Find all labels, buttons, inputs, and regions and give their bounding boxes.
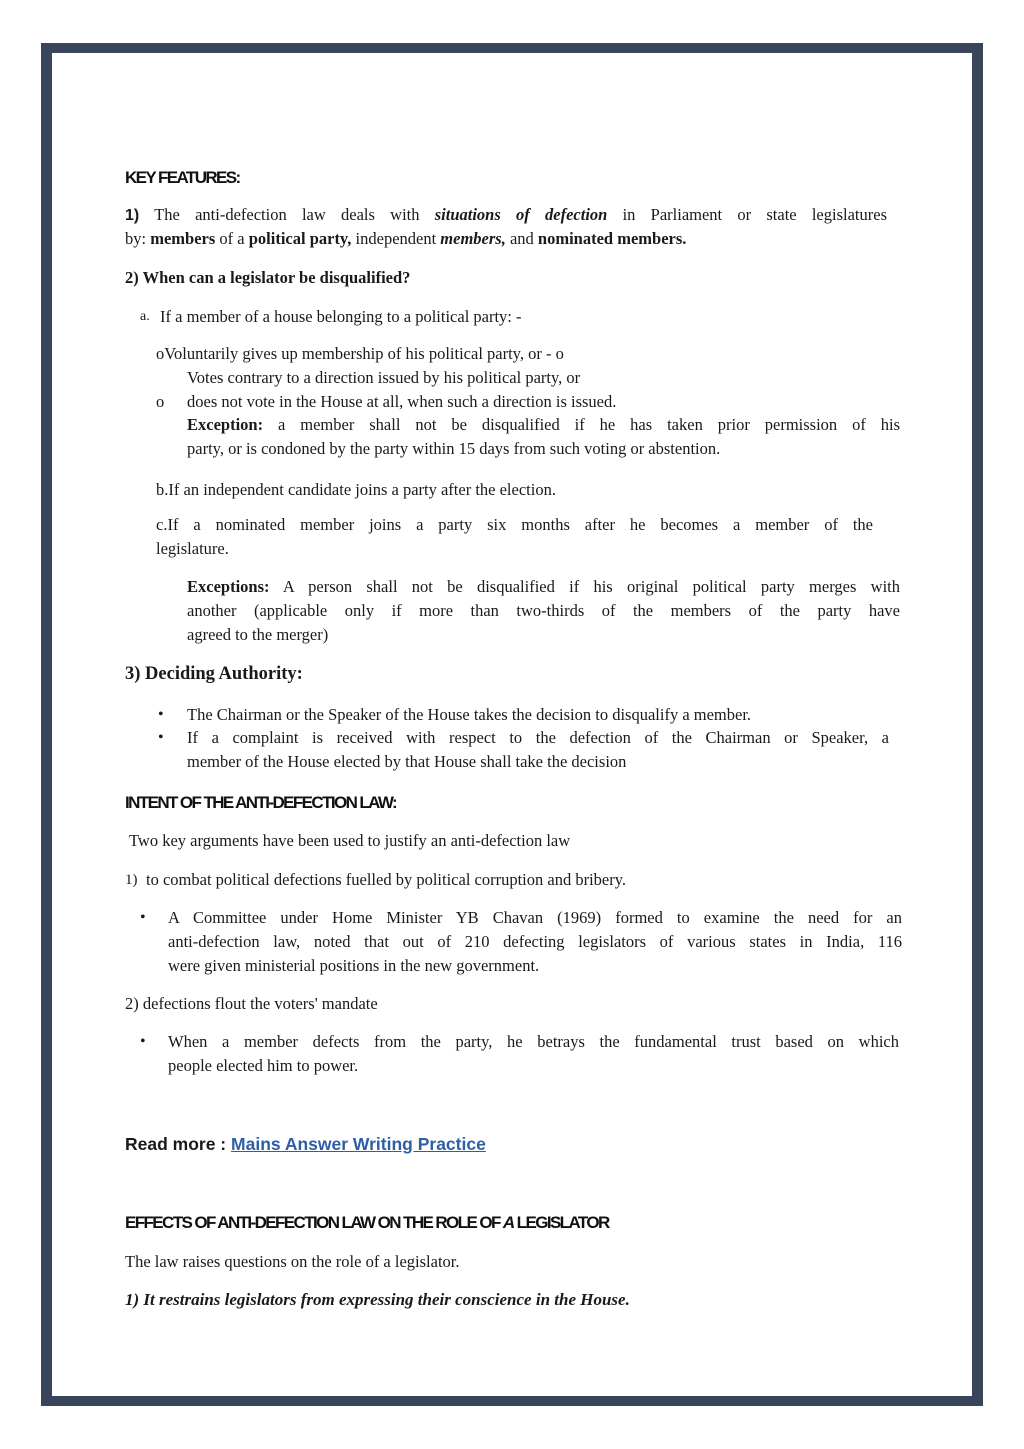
exception-1-line1 <box>187 413 900 437</box>
bullet-icon: • <box>158 706 164 723</box>
argument-2-bullet-line2: people elected him to power. <box>168 1056 359 1075</box>
intent-heading: INTENT OF THE ANTI-DEFECTION LAW: <box>125 793 397 812</box>
authority-bullet-1: The Chairman or the Speaker of the House takes the decision to disqualify a member. <box>187 705 752 724</box>
effects-heading-text-b: A <box>502 1213 514 1232</box>
effects-heading-text-c: LEGISLATOR <box>516 1213 609 1232</box>
p1-text-d: by: <box>125 229 147 248</box>
p1-text-b: situations of defection <box>434 205 608 224</box>
exception-2-line2: another (applicable only if more than two-thirds of the members of the party have <box>187 601 900 620</box>
bullet-icon: • <box>158 729 164 746</box>
sub-item-3-marker: o <box>156 392 165 411</box>
paragraph-1-number: 1) <box>125 207 140 224</box>
argument-2: 2) defections flout the voters' mandate <box>125 994 378 1013</box>
argument-1-bullet-line2: anti-defection law, noted that out of 210 defecting legislators of various states in India, 116 <box>168 932 902 951</box>
sub-item-3: does not vote in the House at all, when such a direction is issued. <box>187 392 617 411</box>
exception-1-line2: party, or is condoned by the party within 15 days from such voting or abstention. <box>187 439 721 458</box>
item-a-label: a. <box>140 309 150 324</box>
p1-text-c: in Parliament or state legislatures <box>622 205 887 224</box>
paragraph-1-line1 <box>125 203 887 228</box>
bullet-icon: • <box>140 909 146 926</box>
exception-2-text: A person shall not be disqualified if his original political party merges with <box>282 577 900 596</box>
effects-heading-text-a: EFFECTS OF ANTI-DEFECTION LAW ON THE ROLE OF <box>125 1213 500 1232</box>
sub-item-2: Votes contrary to a direction issued by his political party, or <box>187 368 581 387</box>
read-more <box>125 1132 486 1156</box>
sub-item-1: oVoluntarily gives up membership of his political party, or - o <box>156 344 564 363</box>
argument-1-bullet-line3: were given ministerial positions in the new government. <box>168 956 540 975</box>
p1-text-f: of a <box>219 229 245 248</box>
item-c-line1: c.If a nominated member joins a party six months after he becomes a member of the <box>156 515 873 534</box>
question-2: 2) When can a legislator be disqualified? <box>125 268 411 287</box>
p1-text-h: independent <box>355 229 437 248</box>
p1-text-i: members, <box>440 229 506 248</box>
argument-1-bullet-line1: A Committee under Home Minister YB Chavan (1969) formed to examine the need for an <box>168 908 902 927</box>
exception-1-label: Exception: <box>187 415 264 434</box>
exception-2-label: Exceptions: <box>187 577 270 596</box>
item-a-text: If a member of a house belonging to a political party: - <box>160 307 522 326</box>
key-features-heading: KEY FEATURES: <box>125 168 240 187</box>
argument-2-bullet-line1: When a member defects from the party, he betrays the fundamental trust based on which <box>168 1032 899 1051</box>
argument-1-number: 1) <box>125 872 138 888</box>
effects-point-1: 1) It restrains legislators from expressing their conscience in the House. <box>125 1290 630 1309</box>
item-c-line2: legislature. <box>156 539 229 558</box>
bullet-icon: • <box>140 1033 146 1050</box>
exception-1-text: a member shall not be disqualified if he has taken prior permission of his <box>278 415 901 434</box>
intent-intro: Two key arguments have been used to justify an anti-defection law <box>129 831 571 850</box>
p1-text-a: The anti-defection law deals with <box>154 205 420 224</box>
deciding-authority-heading: 3) Deciding Authority: <box>125 664 303 684</box>
argument-1: to combat political defections fuelled by political corruption and bribery. <box>146 870 627 889</box>
authority-bullet-2-line2: member of the House elected by that House shall take the decision <box>187 752 627 771</box>
p1-text-j: and <box>509 229 534 248</box>
authority-bullet-2-line1: If a complaint is received with respect to the defection of the Chairman or Speaker, a <box>187 728 889 747</box>
p1-text-g: political party, <box>248 229 352 248</box>
read-more-label: Read more : <box>125 1134 227 1154</box>
effects-heading <box>125 1211 609 1235</box>
p1-text-k: nominated members. <box>537 229 687 248</box>
paragraph-1-line2 <box>125 227 686 251</box>
effects-intro: The law raises questions on the role of a legislator. <box>125 1252 460 1271</box>
read-more-link[interactable]: Mains Answer Writing Practice <box>231 1134 486 1154</box>
item-b: b.If an independent candidate joins a party after the election. <box>156 480 556 499</box>
exception-2-line3: agreed to the merger) <box>187 625 329 644</box>
exception-2-line1 <box>187 575 900 599</box>
p1-text-e: members <box>150 229 216 248</box>
